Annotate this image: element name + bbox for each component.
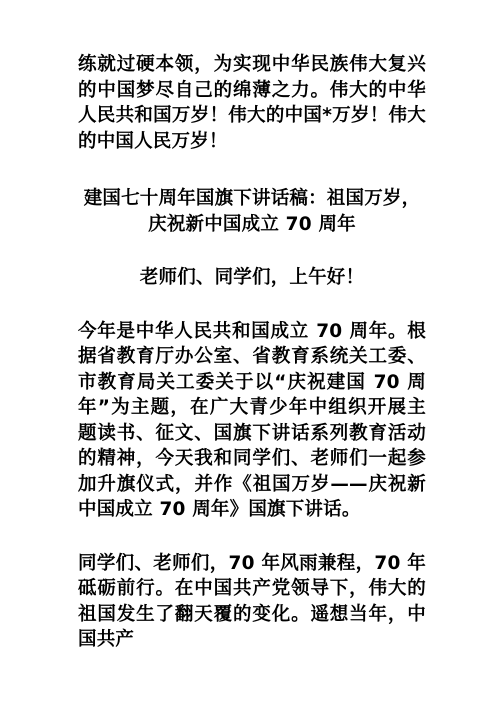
- intro-paragraph: 今年是中华人民共和国成立 70 周年。根据省教育厅办公室、省教育系统关工委、市教育局关工委关于以“庆祝建国 70 周年”为主题，在广大青少年中组织开展主题读书、征文、国旗下讲话系列教育活动的精神，今天我和同学们、老师们一起参加升旗仪式，并作《祖国万岁——庆祝新中国成立 70 周年》国旗下讲话。: [78, 320, 426, 520]
- greeting: 老师们、同学们，上午好！: [139, 267, 365, 288]
- closing-paragraph: 练就过硬本领，为实现中华民族伟大复兴的中国梦尽自己的绵薄之力。伟大的中华人民共和国万岁！伟大的中国*万岁！伟大的中国人民万岁！: [78, 54, 426, 152]
- document-page: [78, 52, 426, 653]
- body-paragraph: 同学们、老师们，70 年风雨兼程，70 年砥砺前行。在中国共产党领导下，伟大的祖国发生了翻天覆的变化。遥想当年，中国共产: [78, 552, 426, 650]
- speech-title: 建国七十周年国旗下讲话稿：祖国万岁，庆祝新中国成立 70 周年: [83, 188, 421, 235]
